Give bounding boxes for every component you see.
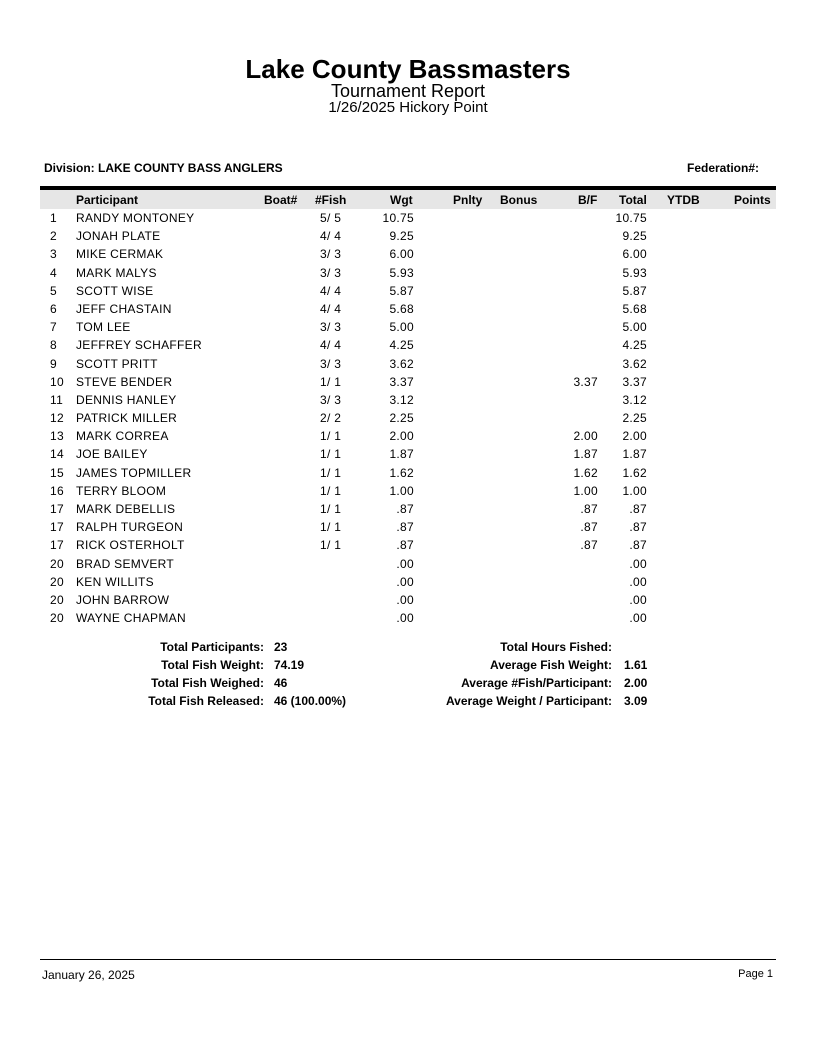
weight-cell: 3.37 (389, 374, 414, 389)
total-hours-fished-label: Total Hours Fished: (500, 640, 612, 654)
fish-cell: 1/ 1 (320, 502, 342, 516)
weight-cell: 3.12 (389, 392, 414, 407)
place-cell: 7 (50, 320, 57, 335)
col-wgt: Wgt (390, 193, 413, 207)
weight-cell: .00 (396, 574, 414, 589)
participant-cell: PATRICK MILLER (76, 411, 178, 426)
participant-cell: JOE BAILEY (76, 447, 148, 462)
participant-cell: JONAH PLATE (76, 229, 161, 244)
participant-cell: SCOTT WISE (76, 283, 154, 298)
weight-cell: 5.87 (389, 283, 414, 298)
participant-cell: TOM LEE (76, 320, 131, 335)
total-cell: 10.75 (615, 211, 647, 225)
weight-cell: 6.00 (389, 247, 414, 262)
participant-cell: JEFF CHASTAIN (76, 301, 172, 316)
total-fish-released-label: Total Fish Released: (148, 694, 264, 708)
total-cell: 5.93 (622, 265, 647, 280)
report-subtitle: Tournament Report (330, 81, 486, 101)
weight-cell: 5.68 (389, 301, 414, 316)
total-cell: .87 (629, 538, 647, 553)
participant-cell: RICK OSTERHOLT (76, 538, 185, 553)
total-cell: 9.25 (622, 229, 647, 244)
participant-cell: TERRY BLOOM (76, 483, 167, 498)
col-points: Points (734, 193, 771, 207)
participant-cell: WAYNE CHAPMAN (76, 611, 186, 626)
participant-cell: MARK MALYS (76, 265, 157, 280)
avg-weight-per-participant-label: Average Weight / Participant: (445, 694, 612, 708)
place-cell: 5 (50, 283, 57, 298)
total-cell: 3.62 (622, 356, 647, 371)
table-row (0, 427, 816, 445)
place-cell: 17 (50, 502, 64, 516)
place-cell: 9 (50, 356, 57, 371)
participant-cell: MIKE CERMAK (76, 247, 164, 262)
table-row (0, 355, 816, 373)
participant-cell: JOHN BARROW (76, 592, 170, 607)
weight-cell: 4.25 (389, 338, 414, 353)
total-fish-weight-label: Total Fish Weight: (161, 658, 264, 672)
weight-cell: 9.25 (389, 229, 414, 244)
weight-cell: 3.62 (389, 356, 414, 371)
fish-cell: 4/ 4 (320, 283, 342, 298)
total-cell: 6.00 (622, 247, 647, 262)
total-cell: 2.00 (622, 429, 647, 444)
weight-cell: 1.00 (389, 483, 414, 498)
total-cell: 1.87 (622, 447, 647, 462)
avg-fish-weight-label: Average Fish Weight: (489, 658, 612, 672)
participant-cell: RALPH TURGEON (76, 520, 184, 535)
total-cell: .87 (629, 502, 647, 516)
fish-cell: 2/ 2 (320, 411, 342, 426)
bf-cell: .87 (580, 538, 598, 553)
participant-cell: DENNIS HANLEY (76, 392, 177, 407)
participant-cell: RANDY MONTONEY (76, 211, 195, 225)
total-cell: 3.37 (622, 374, 647, 389)
table-row (0, 555, 816, 573)
bf-cell: 1.00 (573, 483, 598, 498)
weight-cell: .00 (396, 592, 414, 607)
weight-cell: .00 (396, 556, 414, 571)
participant-cell: MARK DEBELLIS (76, 502, 176, 516)
table-row (0, 464, 816, 482)
report-title: Lake County Bassmasters (245, 54, 571, 84)
table-row (0, 591, 816, 609)
total-cell: 5.68 (622, 301, 647, 316)
fish-cell: 1/ 1 (320, 447, 342, 462)
table-row (0, 500, 816, 518)
place-cell: 20 (50, 592, 64, 607)
total-cell: .87 (629, 520, 647, 535)
total-cell: 1.00 (622, 483, 647, 498)
total-fish-weighed-label: Total Fish Weighed: (151, 676, 264, 690)
federation-label: Federation#: (687, 161, 760, 175)
col-boat: Boat# (264, 193, 298, 207)
fish-cell: 1/ 1 (320, 374, 342, 389)
bf-cell: .87 (580, 520, 598, 535)
footer-date: January 26, 2025 (42, 968, 135, 982)
weight-cell: 5.93 (389, 265, 414, 280)
place-cell: 10 (50, 374, 64, 389)
place-cell: 4 (50, 265, 57, 280)
total-cell: 5.87 (622, 283, 647, 298)
table-row (0, 227, 816, 245)
fish-cell: 3/ 3 (320, 356, 342, 371)
total-participants-label: Total Participants: (160, 640, 264, 654)
weight-cell: 5.00 (389, 320, 414, 335)
table-row (0, 282, 816, 300)
place-cell: 1 (50, 211, 57, 225)
total-cell: 2.25 (622, 411, 647, 426)
col-bf: B/F (578, 193, 598, 207)
weight-cell: 10.75 (382, 211, 414, 225)
participant-cell: JEFFREY SCHAFFER (76, 338, 202, 353)
bf-cell: 1.87 (573, 447, 598, 462)
avg-weight-per-participant-value: 3.09 (624, 694, 648, 708)
table-row (0, 536, 816, 554)
total-fish-weight-value: 74.19 (274, 658, 305, 672)
participant-cell: BRAD SEMVERT (76, 556, 175, 571)
total-cell: .00 (629, 574, 647, 589)
weight-cell: .00 (396, 611, 414, 626)
weight-cell: .87 (396, 538, 414, 553)
table-row (0, 209, 816, 227)
avg-fish-per-participant-value: 2.00 (624, 676, 648, 690)
avg-fish-weight-value: 1.61 (624, 658, 648, 672)
fish-cell: 3/ 3 (320, 247, 342, 262)
fish-cell: 3/ 3 (320, 265, 342, 280)
total-cell: 1.62 (622, 465, 647, 480)
table-row (0, 445, 816, 463)
total-cell: 5.00 (622, 320, 647, 335)
weight-cell: 2.25 (389, 411, 414, 426)
place-cell: 20 (50, 556, 64, 571)
division-label: Division: LAKE COUNTY BASS ANGLERS (44, 161, 283, 175)
results-table (0, 209, 816, 627)
table-row (0, 609, 816, 627)
bf-cell: 3.37 (573, 374, 598, 389)
col-participant: Participant (76, 193, 139, 207)
table-row (0, 518, 816, 536)
fish-cell: 4/ 4 (320, 338, 342, 353)
fish-cell: 3/ 3 (320, 392, 342, 407)
total-cell: 4.25 (622, 338, 647, 353)
place-cell: 17 (50, 520, 64, 535)
fish-cell: 5/ 5 (320, 211, 342, 225)
fish-cell: 1/ 1 (320, 429, 342, 444)
weight-cell: .87 (396, 520, 414, 535)
page-number: Page 1 (738, 968, 773, 980)
table-row (0, 373, 816, 391)
place-cell: 11 (50, 392, 64, 407)
place-cell: 15 (50, 465, 64, 480)
avg-fish-per-participant-label: Average #Fish/Participant: (461, 676, 612, 690)
total-cell: .00 (629, 611, 647, 626)
place-cell: 13 (50, 429, 64, 444)
total-cell: 3.12 (622, 392, 647, 407)
place-cell: 12 (50, 411, 64, 426)
participant-cell: SCOTT PRITT (76, 356, 158, 371)
table-row (0, 245, 816, 263)
fish-cell: 1/ 1 (320, 483, 342, 498)
place-cell: 14 (50, 447, 64, 462)
table-row (0, 264, 816, 282)
col-pnlty: Pnlty (453, 193, 483, 207)
place-cell: 2 (50, 229, 57, 244)
fish-cell: 3/ 3 (320, 320, 342, 335)
fish-cell: 1/ 1 (320, 538, 342, 553)
bf-cell: 1.62 (573, 465, 598, 480)
participant-cell: KEN WILLITS (76, 574, 154, 589)
table-row (0, 409, 816, 427)
place-cell: 8 (50, 338, 57, 353)
place-cell: 3 (50, 247, 57, 262)
bf-cell: 2.00 (573, 429, 598, 444)
total-cell: .00 (629, 556, 647, 571)
participant-cell: JAMES TOPMILLER (76, 465, 192, 480)
table-row (0, 336, 816, 354)
fish-cell: 1/ 1 (320, 465, 342, 480)
participant-cell: STEVE BENDER (76, 374, 173, 389)
table-row (0, 391, 816, 409)
total-fish-weighed-value: 46 (274, 676, 288, 690)
table-row (0, 318, 816, 336)
total-fish-released-value: 46 (100.00%) (274, 694, 347, 708)
fish-cell: 4/ 4 (320, 229, 342, 244)
footer-rule (40, 959, 776, 960)
col-bonus: Bonus (500, 193, 538, 207)
participant-cell: MARK CORREA (76, 429, 169, 444)
weight-cell: 1.62 (389, 465, 414, 480)
total-cell: .00 (629, 592, 647, 607)
event-line: 1/26/2025 Hickory Point (328, 99, 488, 116)
weight-cell: 2.00 (389, 429, 414, 444)
col-total: Total (619, 193, 647, 207)
weight-cell: .87 (396, 502, 414, 516)
place-cell: 17 (50, 538, 64, 553)
fish-cell: 4/ 4 (320, 301, 342, 316)
place-cell: 16 (50, 483, 64, 498)
fish-cell: 1/ 1 (320, 520, 342, 535)
table-row (0, 482, 816, 500)
weight-cell: 1.87 (389, 447, 414, 462)
table-row (0, 573, 816, 591)
place-cell: 20 (50, 611, 64, 626)
place-cell: 20 (50, 574, 64, 589)
col-ytdb: YTDB (667, 193, 700, 207)
bf-cell: .87 (580, 502, 598, 516)
col-fish: #Fish (315, 193, 347, 207)
place-cell: 6 (50, 301, 57, 316)
table-row (0, 300, 816, 318)
total-participants-value: 23 (274, 640, 288, 654)
